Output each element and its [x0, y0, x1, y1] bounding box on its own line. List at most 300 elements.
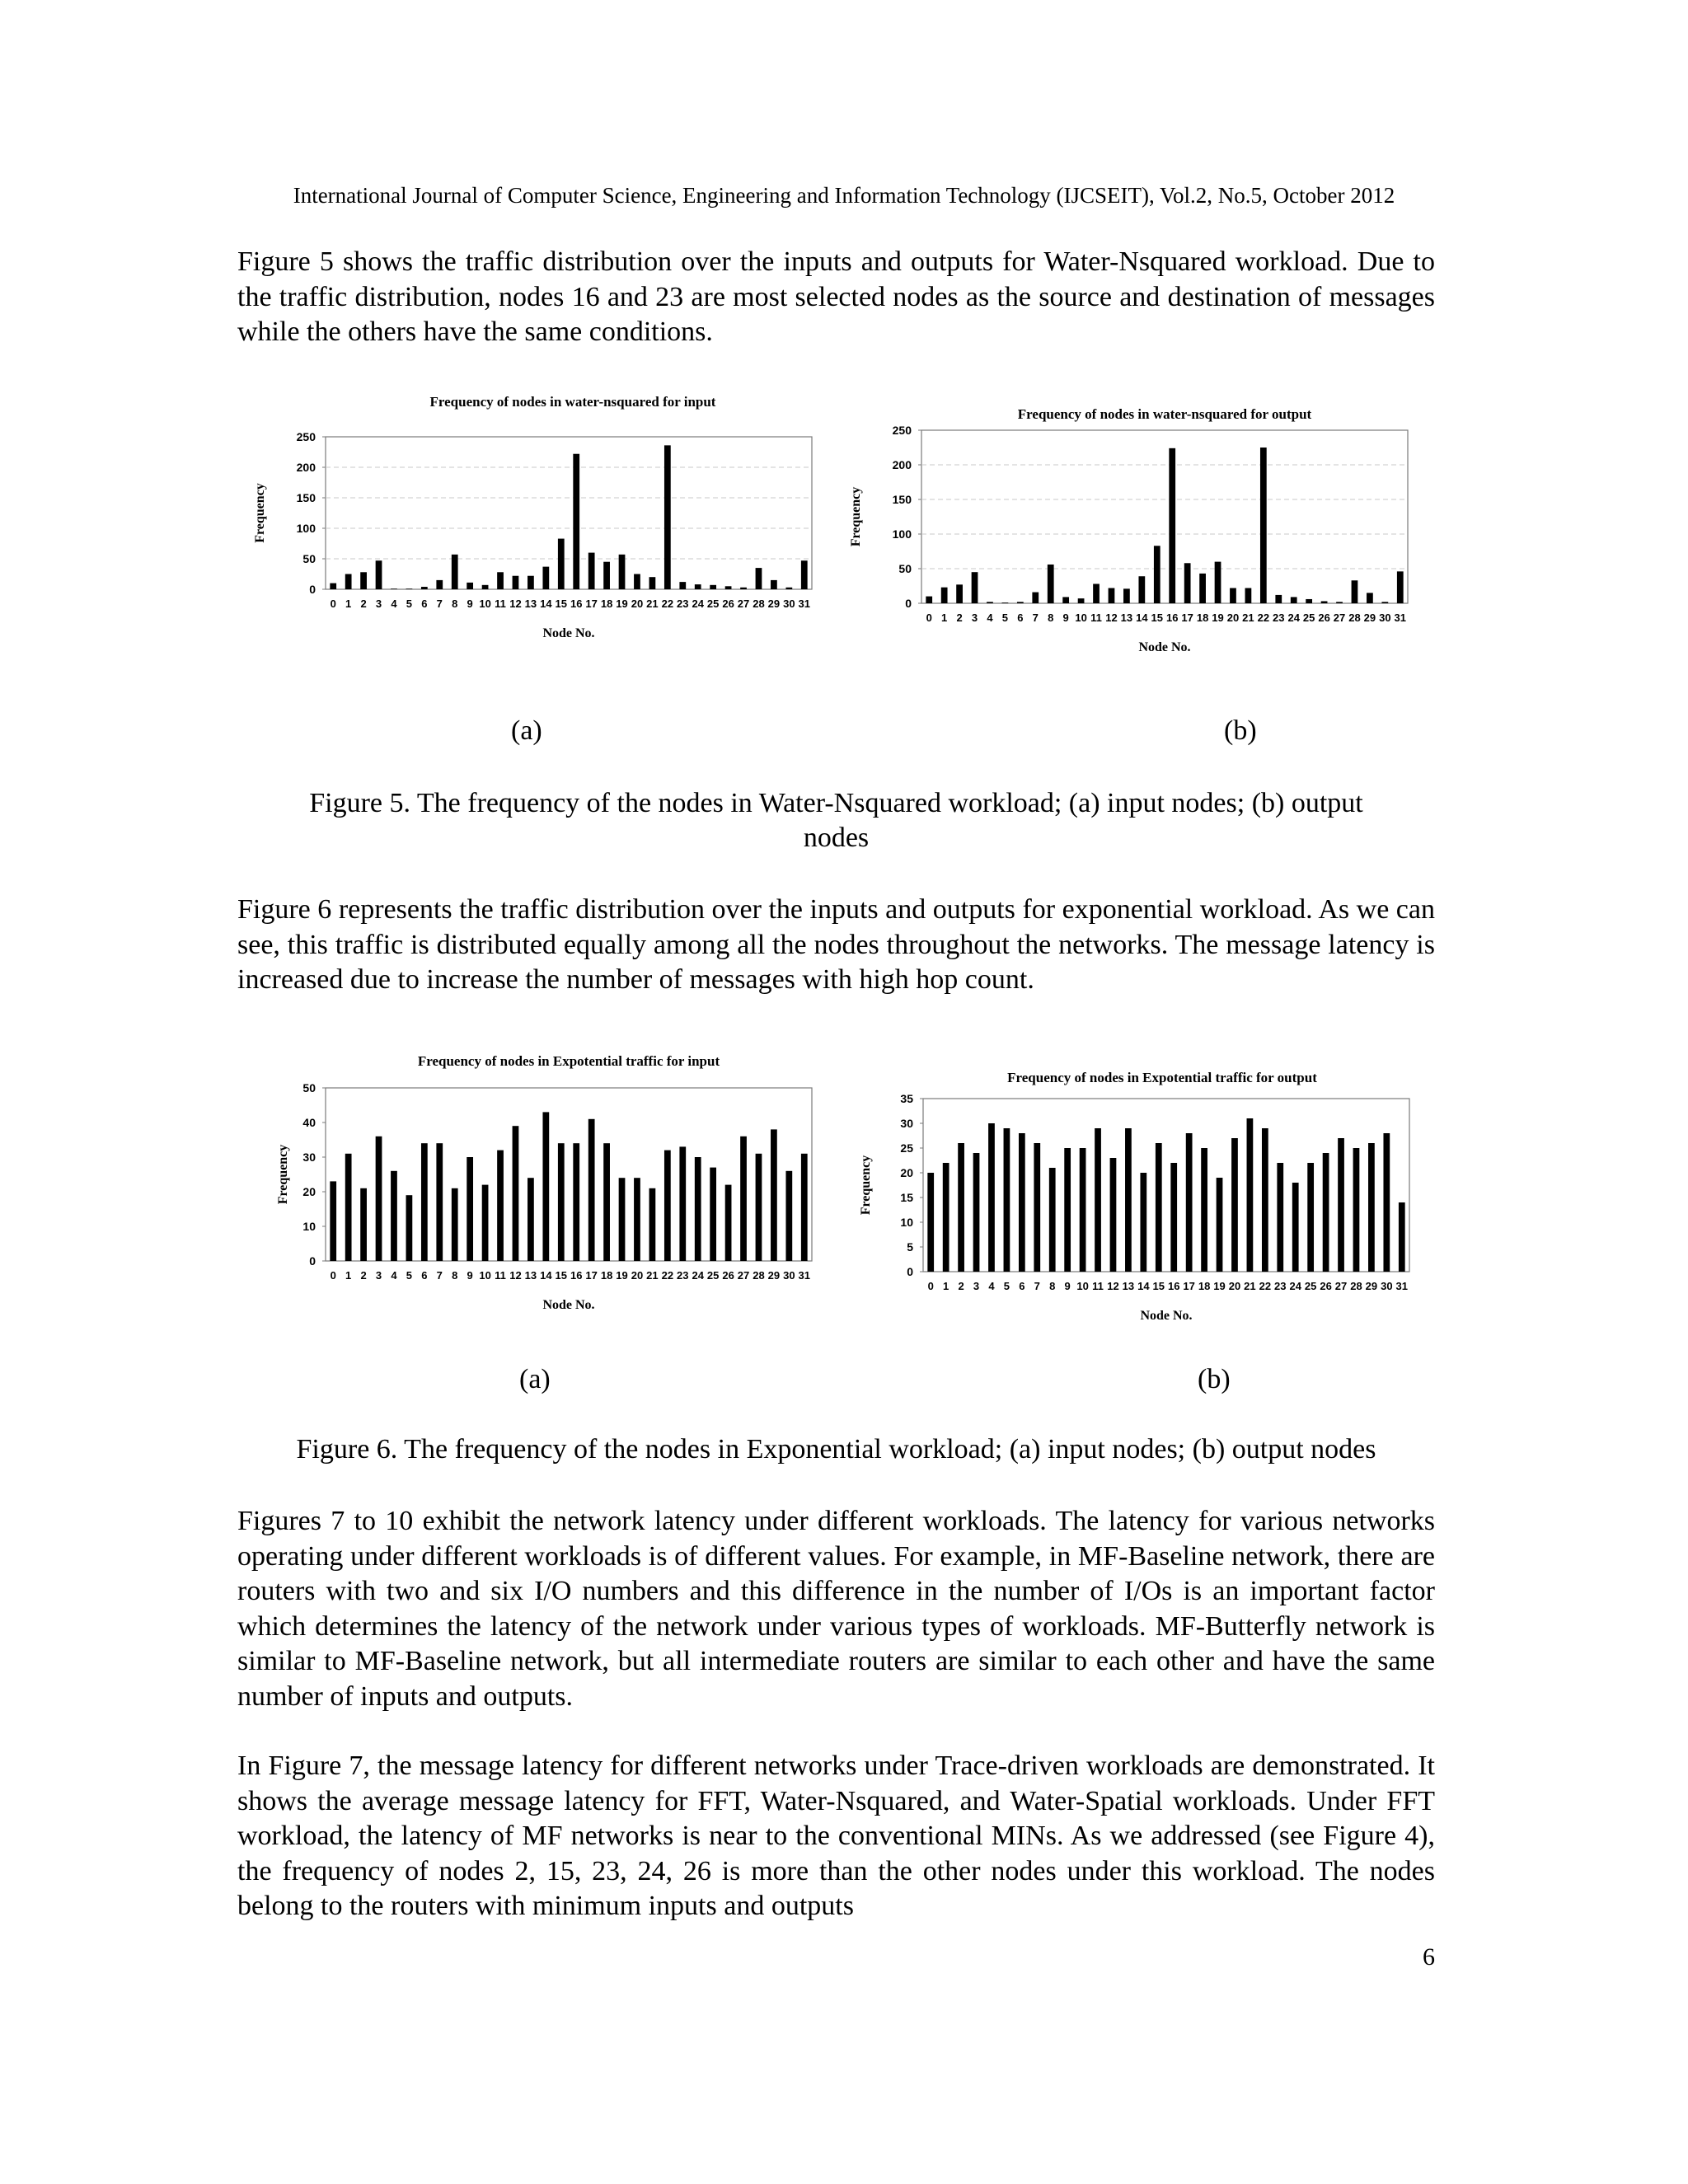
- bar-node-15: [558, 1143, 565, 1261]
- bar-node-31: [1397, 571, 1404, 603]
- x-tick-label: 16: [1165, 612, 1179, 624]
- chart-fig5b: [839, 396, 1432, 680]
- bar-node-14: [542, 1112, 549, 1261]
- fig6-label-b: (b): [1198, 1364, 1231, 1394]
- x-tick-label: 11: [495, 598, 506, 610]
- x-tick-label: 24: [692, 1269, 704, 1282]
- bar-node-22: [1260, 448, 1267, 603]
- y-tick-label: 100: [296, 522, 316, 535]
- y-axis-label: Frequency: [859, 1155, 873, 1216]
- x-tick-label: 27: [737, 598, 750, 610]
- y-axis-label: Frequency: [276, 1144, 290, 1205]
- page-number: 6: [1423, 1943, 1435, 1971]
- bar-node-12: [1110, 1158, 1117, 1272]
- x-tick-label: 31: [1395, 1280, 1409, 1292]
- x-tick-label: 29: [1365, 1280, 1378, 1292]
- bar-node-7: [436, 1143, 443, 1261]
- bar-node-31: [1399, 1202, 1405, 1272]
- x-tick-label: 27: [1334, 1280, 1348, 1292]
- bar-node-19: [619, 1178, 626, 1261]
- x-tick-label: 6: [1017, 612, 1024, 624]
- bar-node-30: [1381, 602, 1388, 603]
- y-tick-label: 35: [900, 1092, 913, 1105]
- x-tick-label: 31: [798, 598, 811, 610]
- x-tick-label: 5: [406, 598, 413, 610]
- bar-node-2: [360, 572, 367, 589]
- y-tick-label: 250: [296, 430, 316, 443]
- x-tick-label: 6: [421, 598, 428, 610]
- bar-node-10: [482, 1185, 489, 1261]
- x-tick-label: 17: [1183, 1280, 1195, 1292]
- x-tick-label: 17: [585, 598, 598, 610]
- y-tick-label: 150: [892, 493, 912, 506]
- bar-node-4: [391, 588, 397, 589]
- x-tick-label: 6: [1019, 1280, 1025, 1292]
- x-tick-label: 4: [988, 1280, 995, 1292]
- bar-node-23: [1277, 1163, 1283, 1272]
- bar-node-17: [588, 1119, 595, 1261]
- y-tick-label: 10: [302, 1220, 316, 1233]
- x-tick-label: 23: [1274, 1280, 1287, 1292]
- x-tick-label: 24: [692, 598, 704, 610]
- bar-node-8: [452, 555, 458, 589]
- y-tick-label: 30: [302, 1151, 316, 1164]
- x-tick-label: 15: [1152, 1280, 1165, 1292]
- fig5-label-b: (b): [1224, 715, 1257, 746]
- x-tick-label: 24: [1289, 1280, 1301, 1292]
- x-tick-label: 19: [1212, 612, 1224, 624]
- x-tick-label: 23: [677, 1269, 689, 1282]
- x-tick-label: 2: [956, 612, 963, 624]
- x-tick-label: 21: [646, 1269, 659, 1282]
- bar-node-3: [376, 1137, 382, 1261]
- chart-fig6a: [264, 1051, 841, 1335]
- x-tick-label: 13: [1122, 1280, 1135, 1292]
- bar-node-24: [695, 1157, 701, 1261]
- bar-node-16: [573, 1143, 579, 1261]
- x-tick-label: 20: [1228, 1280, 1241, 1292]
- fig5-caption-line2: nodes: [803, 823, 870, 853]
- x-tick-label: 3: [375, 1269, 382, 1282]
- fig5-label-a: (a): [511, 715, 542, 746]
- y-tick-label: 25: [900, 1141, 913, 1155]
- bar-node-27: [1338, 1138, 1344, 1272]
- y-tick-label: 200: [892, 458, 912, 471]
- bar-node-20: [634, 574, 640, 590]
- paragraph-figure5-intro: Figure 5 shows the traffic distribution over the inputs and outputs for Water-Nsquared workload. Due to the traffic distribution, nodes 16 and 23 are most selected nodes as the source and destination of messages while the others have the same conditions.: [237, 246, 1435, 347]
- x-tick-label: 16: [570, 598, 583, 610]
- x-tick-label: 5: [1003, 1280, 1010, 1292]
- x-tick-label: 1: [943, 1280, 950, 1292]
- x-axis-label: Node No.: [1138, 640, 1191, 654]
- x-tick-label: 31: [798, 1269, 811, 1282]
- bar-node-25: [710, 1168, 716, 1261]
- bar-node-27: [740, 1137, 747, 1261]
- x-tick-label: 15: [555, 598, 568, 610]
- bar-node-31: [801, 560, 808, 589]
- chart-title: Frequency of nodes in Expotential traffic for input: [417, 1053, 720, 1069]
- plot-frame: [326, 437, 812, 589]
- x-tick-label: 26: [722, 598, 734, 610]
- bar-node-23: [679, 1146, 686, 1261]
- bar-node-13: [1125, 1128, 1132, 1272]
- bar-node-24: [695, 584, 701, 589]
- y-tick-label: 50: [898, 562, 912, 575]
- x-tick-label: 3: [375, 598, 382, 610]
- x-tick-label: 5: [406, 1269, 413, 1282]
- chart-title: Frequency of nodes in water-nsquared for input: [429, 394, 716, 410]
- bar-node-26: [725, 586, 732, 589]
- bar-node-12: [1109, 588, 1115, 603]
- x-tick-label: 30: [783, 1269, 795, 1282]
- x-tick-label: 30: [1379, 612, 1391, 624]
- bar-node-28: [1352, 580, 1358, 603]
- x-tick-label: 12: [509, 1269, 522, 1282]
- x-tick-label: 18: [1198, 1280, 1211, 1292]
- bar-node-0: [927, 1173, 934, 1272]
- bar-node-16: [1170, 1163, 1177, 1272]
- bar-node-17: [1184, 563, 1191, 603]
- bar-node-4: [987, 602, 993, 603]
- x-tick-label: 9: [1064, 1280, 1071, 1292]
- bar-node-16: [573, 454, 579, 589]
- x-tick-label: 27: [1333, 612, 1346, 624]
- x-tick-label: 23: [677, 598, 689, 610]
- bar-node-0: [330, 1181, 336, 1261]
- bar-node-3: [972, 572, 978, 603]
- y-tick-label: 20: [900, 1166, 913, 1179]
- x-tick-label: 6: [421, 1269, 428, 1282]
- x-tick-label: 1: [345, 1269, 352, 1282]
- bar-node-26: [1323, 1153, 1329, 1272]
- bar-node-5: [1004, 1128, 1010, 1272]
- x-tick-label: 10: [479, 1269, 491, 1282]
- x-tick-label: 3: [971, 612, 978, 624]
- x-tick-label: 2: [958, 1280, 964, 1292]
- bar-node-21: [649, 1188, 656, 1261]
- bar-node-15: [1156, 1143, 1162, 1272]
- bar-node-5: [406, 588, 413, 589]
- bar-node-11: [1093, 583, 1100, 603]
- bar-node-15: [1154, 546, 1160, 603]
- bar-node-24: [1292, 1183, 1299, 1272]
- x-tick-label: 19: [1213, 1280, 1226, 1292]
- bar-node-6: [1019, 1133, 1025, 1272]
- bar-node-17: [588, 553, 595, 589]
- bar-node-6: [421, 1143, 428, 1261]
- x-tick-label: 9: [1062, 612, 1069, 624]
- x-tick-label: 30: [1381, 1280, 1393, 1292]
- bar-node-10: [1080, 1148, 1086, 1272]
- bar-node-29: [771, 1129, 777, 1261]
- bar-node-10: [1078, 598, 1085, 603]
- bar-node-2: [956, 584, 963, 603]
- x-tick-label: 8: [1049, 1280, 1056, 1292]
- bar-node-11: [497, 1151, 504, 1261]
- plot-frame: [923, 1099, 1409, 1272]
- x-tick-label: 21: [646, 598, 659, 610]
- x-tick-label: 0: [926, 612, 932, 624]
- x-tick-label: 16: [570, 1269, 583, 1282]
- paragraph-latency-overview: Figures 7 to 10 exhibit the network latency under different workloads. The latency for various networks operating under different workloads is of different values. For example, in MF-Baseline network, there are routers with two and six I/O numbers and this difference in the number of I/Os is an important factor which determines the latency of the network under various types of workloads. MF-Butterfly network is similar to MF-Baseline network, but all intermediate routers are similar to each other and have the same number of inputs and outputs.: [237, 1506, 1435, 1712]
- y-tick-label: 50: [302, 552, 316, 565]
- bar-node-22: [1262, 1128, 1268, 1272]
- bar-node-18: [603, 562, 610, 589]
- bar-node-23: [679, 582, 686, 589]
- bar-node-20: [634, 1178, 640, 1261]
- bar-node-5: [1002, 602, 1009, 603]
- chart-title: Frequency of nodes in Expotential traffic for output: [1007, 1070, 1317, 1085]
- bar-node-7: [436, 580, 443, 589]
- x-tick-label: 28: [753, 1269, 765, 1282]
- x-tick-label: 4: [391, 598, 397, 610]
- x-tick-label: 16: [1167, 1280, 1180, 1292]
- y-tick-label: 150: [296, 491, 316, 504]
- plot-frame: [921, 430, 1408, 603]
- x-tick-label: 2: [360, 1269, 367, 1282]
- chart-fig6b: [849, 1059, 1442, 1343]
- y-tick-label: 250: [892, 424, 912, 437]
- x-tick-label: 22: [661, 1269, 674, 1282]
- x-tick-label: 25: [706, 1269, 720, 1282]
- x-tick-label: 30: [783, 598, 795, 610]
- x-tick-label: 17: [585, 1269, 598, 1282]
- x-tick-label: 26: [1318, 612, 1330, 624]
- bar-node-4: [988, 1123, 995, 1272]
- bar-node-25: [1306, 599, 1312, 603]
- bar-node-12: [513, 576, 519, 589]
- x-tick-label: 8: [452, 598, 458, 610]
- bar-node-25: [710, 585, 716, 589]
- x-tick-label: 10: [1076, 1280, 1089, 1292]
- bar-node-20: [1230, 588, 1236, 603]
- bar-node-2: [360, 1188, 367, 1261]
- y-axis-label: Frequency: [849, 486, 863, 547]
- x-tick-label: 20: [1226, 612, 1240, 624]
- bar-node-14: [542, 567, 549, 589]
- x-tick-label: 25: [1302, 612, 1315, 624]
- x-tick-label: 10: [479, 598, 491, 610]
- bar-node-20: [1231, 1138, 1238, 1272]
- x-tick-label: 4: [987, 612, 993, 624]
- y-tick-label: 100: [892, 527, 912, 541]
- x-tick-label: 29: [1363, 612, 1376, 624]
- bar-node-5: [406, 1195, 413, 1261]
- bar-node-15: [558, 539, 565, 589]
- x-tick-label: 18: [600, 1269, 613, 1282]
- chart-title: Frequency of nodes in water-nsquared for output: [1017, 406, 1312, 422]
- bar-node-17: [1186, 1133, 1193, 1272]
- x-tick-label: 13: [1120, 612, 1133, 624]
- bar-node-21: [1247, 1118, 1254, 1272]
- y-tick-label: 0: [309, 1254, 316, 1268]
- bar-node-28: [756, 1154, 762, 1261]
- x-tick-label: 11: [495, 1269, 506, 1282]
- x-tick-label: 26: [1320, 1280, 1332, 1292]
- x-tick-label: 26: [722, 1269, 734, 1282]
- bar-node-19: [1215, 562, 1221, 603]
- bar-node-18: [1201, 1148, 1207, 1272]
- bar-node-19: [1217, 1178, 1223, 1272]
- x-axis-label: Node No.: [1140, 1309, 1193, 1323]
- y-tick-label: 0: [309, 583, 316, 596]
- bar-node-30: [785, 588, 792, 589]
- y-tick-label: 0: [907, 1265, 913, 1278]
- x-tick-label: 25: [1304, 1280, 1317, 1292]
- bar-node-27: [740, 588, 747, 589]
- bar-node-1: [943, 1163, 950, 1272]
- bar-node-26: [725, 1185, 732, 1261]
- bar-node-9: [467, 1157, 473, 1261]
- fig6-label-a: (a): [519, 1364, 551, 1394]
- x-tick-label: 5: [1001, 612, 1009, 624]
- bar-node-14: [1138, 576, 1145, 603]
- bar-node-3: [376, 560, 382, 589]
- bar-node-1: [345, 1154, 352, 1261]
- bar-node-8: [1049, 1168, 1056, 1272]
- x-tick-label: 29: [767, 1269, 781, 1282]
- x-tick-label: 2: [360, 598, 367, 610]
- bar-node-8: [452, 1188, 458, 1261]
- x-tick-label: 19: [616, 598, 628, 610]
- x-tick-label: 22: [1257, 612, 1270, 624]
- bar-node-22: [664, 1151, 671, 1261]
- y-axis-label: Frequency: [253, 483, 267, 543]
- x-tick-label: 13: [524, 598, 537, 610]
- x-tick-label: 10: [1075, 612, 1087, 624]
- fig5-caption-line1: Figure 5. The frequency of the nodes in Water-Nsquared workload; (a) input nodes; (b) output: [309, 788, 1363, 818]
- bar-node-9: [1064, 1148, 1071, 1272]
- y-tick-label: 15: [900, 1191, 913, 1204]
- x-tick-label: 24: [1287, 612, 1300, 624]
- x-tick-label: 7: [1034, 1280, 1040, 1292]
- x-tick-label: 12: [1107, 1280, 1119, 1292]
- bar-node-7: [1034, 1143, 1040, 1272]
- x-tick-label: 22: [1259, 1280, 1272, 1292]
- x-tick-label: 20: [631, 598, 644, 610]
- bar-node-13: [528, 576, 534, 589]
- x-tick-label: 7: [436, 598, 443, 610]
- bar-node-1: [345, 574, 352, 590]
- bar-node-7: [1032, 593, 1039, 603]
- y-tick-label: 50: [302, 1081, 316, 1094]
- plot-frame: [326, 1088, 812, 1261]
- bar-node-30: [785, 1171, 792, 1261]
- x-tick-label: 4: [391, 1269, 397, 1282]
- y-tick-label: 5: [907, 1240, 913, 1254]
- x-axis-label: Node No.: [542, 1298, 595, 1312]
- x-tick-label: 14: [540, 598, 552, 610]
- bar-node-26: [1321, 601, 1328, 603]
- x-tick-label: 31: [1394, 612, 1407, 624]
- bar-node-19: [619, 555, 626, 589]
- bar-node-22: [664, 445, 671, 589]
- bar-node-29: [1367, 593, 1373, 603]
- y-tick-label: 40: [302, 1116, 316, 1129]
- bar-node-28: [756, 568, 762, 589]
- x-tick-label: 14: [1137, 1280, 1150, 1292]
- x-tick-label: 0: [927, 1280, 934, 1292]
- x-tick-label: 8: [452, 1269, 458, 1282]
- x-tick-label: 25: [706, 598, 720, 610]
- x-tick-label: 8: [1048, 612, 1054, 624]
- bar-node-27: [1336, 602, 1343, 603]
- x-tick-label: 14: [1136, 612, 1148, 624]
- x-tick-label: 11: [1092, 1280, 1104, 1292]
- bar-node-1: [941, 588, 948, 603]
- bar-node-0: [926, 597, 932, 603]
- x-tick-label: 11: [1090, 612, 1102, 624]
- bar-node-30: [1383, 1133, 1390, 1272]
- bar-node-18: [1199, 574, 1206, 603]
- y-tick-label: 30: [900, 1117, 913, 1130]
- x-tick-label: 27: [737, 1269, 750, 1282]
- bar-node-23: [1275, 595, 1282, 603]
- x-tick-label: 21: [1244, 1280, 1256, 1292]
- bar-node-9: [1062, 597, 1069, 603]
- x-tick-label: 7: [1032, 612, 1039, 624]
- y-tick-label: 20: [302, 1185, 316, 1198]
- x-tick-label: 13: [524, 1269, 537, 1282]
- bar-node-9: [467, 583, 473, 589]
- bar-node-21: [1245, 588, 1252, 603]
- bar-node-24: [1291, 597, 1297, 603]
- bar-node-13: [528, 1178, 534, 1261]
- bar-node-12: [513, 1126, 519, 1261]
- x-tick-label: 1: [941, 612, 948, 624]
- bar-node-8: [1048, 565, 1054, 603]
- x-tick-label: 9: [467, 1269, 473, 1282]
- x-tick-label: 29: [767, 598, 781, 610]
- x-tick-label: 23: [1273, 612, 1285, 624]
- paragraph-figure6-intro: Figure 6 represents the traffic distribution over the inputs and outputs for exponential workload. As we can see, this traffic is distributed equally among all the nodes throughout the networks. The message latency is increased due to increase the number of messages with high hop count.: [237, 894, 1435, 995]
- bar-node-6: [421, 587, 428, 589]
- x-tick-label: 15: [555, 1269, 568, 1282]
- bar-node-29: [1368, 1143, 1375, 1272]
- bar-node-21: [649, 577, 656, 589]
- bar-node-14: [1140, 1173, 1146, 1272]
- x-tick-label: 28: [1350, 1280, 1362, 1292]
- bar-node-18: [603, 1143, 610, 1261]
- x-axis-label: Node No.: [542, 626, 595, 640]
- bar-node-0: [330, 583, 336, 589]
- x-tick-label: 21: [1242, 612, 1254, 624]
- x-tick-label: 28: [753, 598, 765, 610]
- bar-node-25: [1307, 1163, 1314, 1272]
- bar-node-6: [1017, 602, 1024, 603]
- x-tick-label: 20: [631, 1269, 644, 1282]
- x-tick-label: 22: [661, 598, 674, 610]
- bar-node-13: [1123, 588, 1130, 603]
- y-tick-label: 200: [296, 461, 316, 474]
- chart-fig5a: [247, 391, 841, 676]
- x-tick-label: 18: [600, 598, 613, 610]
- x-tick-label: 15: [1151, 612, 1164, 624]
- bar-node-2: [958, 1143, 964, 1272]
- bar-node-29: [771, 580, 777, 589]
- x-tick-label: 14: [540, 1269, 552, 1282]
- x-tick-label: 19: [616, 1269, 628, 1282]
- fig6-caption: Figure 6. The frequency of the nodes in Exponential workload; (a) input nodes; (b) output nodes: [296, 1434, 1376, 1465]
- x-tick-label: 28: [1348, 612, 1361, 624]
- x-tick-label: 17: [1181, 612, 1193, 624]
- bar-node-28: [1353, 1148, 1360, 1272]
- bar-node-16: [1169, 448, 1175, 603]
- y-tick-label: 10: [900, 1216, 913, 1229]
- x-tick-label: 0: [330, 598, 336, 610]
- x-tick-label: 12: [509, 598, 522, 610]
- x-tick-label: 12: [1105, 612, 1118, 624]
